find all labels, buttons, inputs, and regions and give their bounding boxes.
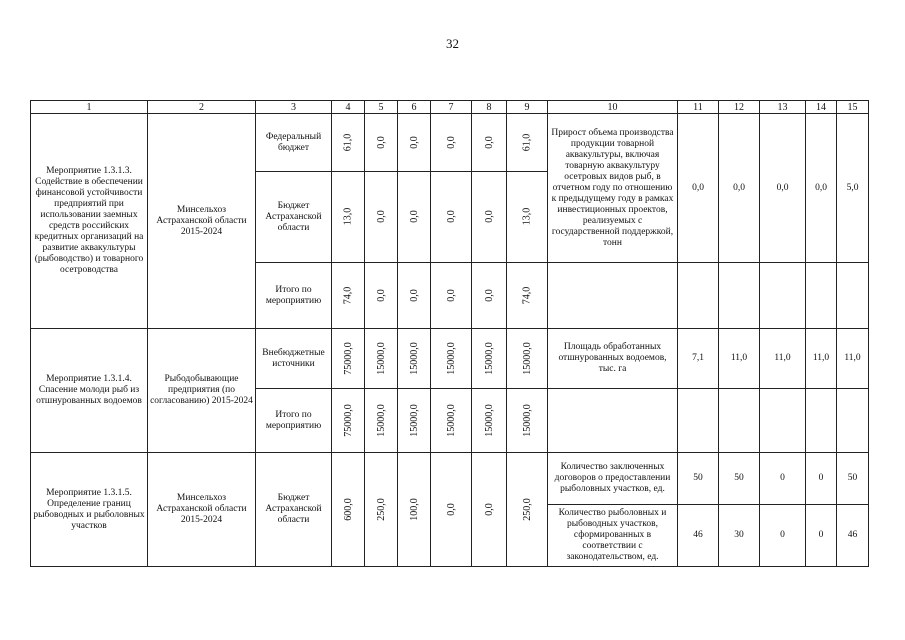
indicator-value-cell: 50 [678, 453, 719, 505]
amount-cell: 600,0 [332, 453, 365, 567]
measure-cell: Мероприятие 1.3.1.4. Спасение молоди рыб из отшнурованных водоемов [31, 329, 148, 453]
indicator-value-cell: 30 [719, 505, 760, 567]
amount-cell: 15000,0 [507, 329, 548, 389]
amount-cell: 15000,0 [398, 329, 431, 389]
page-number: 32 [446, 36, 459, 51]
empty-cell [760, 389, 806, 453]
empty-cell [837, 263, 869, 329]
amount-cell: 15000,0 [507, 389, 548, 453]
amount-cell: 13,0 [507, 172, 548, 263]
indicator-name-cell: Количество рыболовных и рыбоводных участков, сформированных в соответствии с законодательством, ед. [548, 505, 678, 567]
amount-cell: 0,0 [472, 114, 507, 172]
amount-cell: 15000,0 [431, 329, 472, 389]
indicator-name-cell: Количество заключенных договоров о предоставлении рыболовных участков, ед. [548, 453, 678, 505]
empty-cell [548, 263, 678, 329]
header-cell: 6 [398, 101, 431, 114]
empty-cell [806, 263, 837, 329]
header-cell: 1 [31, 101, 148, 114]
amount-cell: 0,0 [472, 263, 507, 329]
funding-source-cell: Итого по мероприятию [256, 263, 332, 329]
amount-cell: 15000,0 [398, 389, 431, 453]
table-row [31, 453, 869, 505]
header-cell: 13 [760, 101, 806, 114]
amount-cell: 0,0 [431, 453, 472, 567]
empty-cell [678, 263, 719, 329]
indicator-value-cell: 0,0 [760, 114, 806, 263]
amount-cell: 250,0 [507, 453, 548, 567]
amount-cell: 13,0 [332, 172, 365, 263]
indicator-value-cell: 0,0 [719, 114, 760, 263]
amount-cell: 61,0 [507, 114, 548, 172]
measure-cell: Мероприятие 1.3.1.5. Определение границ рыбоводных и рыболовных участков [31, 453, 148, 567]
empty-cell [719, 263, 760, 329]
header-cell: 4 [332, 101, 365, 114]
program-measures-table [30, 100, 869, 567]
header-cell: 12 [719, 101, 760, 114]
indicator-value-cell: 0 [760, 453, 806, 505]
amount-cell: 0,0 [431, 172, 472, 263]
amount-cell: 0,0 [398, 172, 431, 263]
header-cell: 14 [806, 101, 837, 114]
amount-cell: 15000,0 [365, 389, 398, 453]
empty-cell [760, 263, 806, 329]
header-cell: 5 [365, 101, 398, 114]
indicator-name-cell: Прирост объема производства продукции товарной аквакультуры, включая товарную аквакультуру осетровых видов рыб, в отчетном году по отношению к предыдущему году в рамках инвестиционных проектов, реализуемых с государственной поддержкой, тонн [548, 114, 678, 263]
funding-source-cell: Итого по мероприятию [256, 389, 332, 453]
amount-cell: 15000,0 [472, 389, 507, 453]
indicator-value-cell: 0 [806, 453, 837, 505]
amount-cell: 0,0 [365, 114, 398, 172]
indicator-value-cell: 11,0 [760, 329, 806, 389]
indicator-value-cell: 50 [719, 453, 760, 505]
amount-cell: 61,0 [332, 114, 365, 172]
indicator-value-cell: 0 [760, 505, 806, 567]
executor-cell: Минсельхоз Астраханской области 2015-2024 [148, 114, 256, 329]
indicator-value-cell: 5,0 [837, 114, 869, 263]
empty-cell [548, 389, 678, 453]
empty-cell [678, 389, 719, 453]
indicator-value-cell: 0 [806, 505, 837, 567]
amount-cell: 75000,0 [332, 389, 365, 453]
funding-source-cell: Бюджет Астраханской области [256, 172, 332, 263]
amount-cell: 0,0 [398, 263, 431, 329]
amount-cell: 15000,0 [365, 329, 398, 389]
table-row [31, 114, 869, 172]
funding-source-cell: Бюджет Астраханской области [256, 453, 332, 567]
amount-cell: 0,0 [472, 172, 507, 263]
indicator-value-cell: 0,0 [678, 114, 719, 263]
header-cell: 8 [472, 101, 507, 114]
empty-cell [806, 389, 837, 453]
amount-cell: 15000,0 [431, 389, 472, 453]
amount-cell: 250,0 [365, 453, 398, 567]
table-row [31, 329, 869, 389]
amount-cell: 74,0 [332, 263, 365, 329]
indicator-value-cell: 11,0 [719, 329, 760, 389]
amount-cell: 0,0 [365, 172, 398, 263]
indicator-value-cell: 7,1 [678, 329, 719, 389]
amount-cell: 75000,0 [332, 329, 365, 389]
amount-cell: 0,0 [398, 114, 431, 172]
indicator-value-cell: 11,0 [837, 329, 869, 389]
header-cell: 15 [837, 101, 869, 114]
indicator-value-cell: 11,0 [806, 329, 837, 389]
indicator-value-cell: 0,0 [806, 114, 837, 263]
amount-cell: 0,0 [472, 453, 507, 567]
indicator-name-cell: Площадь обработанных отшнурованных водоемов, тыс. га [548, 329, 678, 389]
amount-cell: 100,0 [398, 453, 431, 567]
indicator-value-cell: 46 [837, 505, 869, 567]
header-cell: 7 [431, 101, 472, 114]
executor-cell: Минсельхоз Астраханской области 2015-2024 [148, 453, 256, 567]
header-cell: 10 [548, 101, 678, 114]
executor-cell: Рыбодобывающие предприятия (по согласованию) 2015-2024 [148, 329, 256, 453]
measure-cell: Мероприятие 1.3.1.3. Содействие в обеспечении финансовой устойчивости предприятий при использовании заемных средств российских кредитных организаций на развитие аквакультуры (рыбоводство) и товарного осетроводства [31, 114, 148, 329]
empty-cell [837, 389, 869, 453]
header-cell: 3 [256, 101, 332, 114]
amount-cell: 15000,0 [472, 329, 507, 389]
header-cell: 2 [148, 101, 256, 114]
amount-cell: 0,0 [365, 263, 398, 329]
indicator-value-cell: 46 [678, 505, 719, 567]
empty-cell [719, 389, 760, 453]
amount-cell: 74,0 [507, 263, 548, 329]
indicator-value-cell: 50 [837, 453, 869, 505]
header-cell: 9 [507, 101, 548, 114]
header-row [31, 101, 869, 114]
amount-cell: 0,0 [431, 114, 472, 172]
funding-source-cell: Федеральный бюджет [256, 114, 332, 172]
funding-source-cell: Внебюджетные источники [256, 329, 332, 389]
header-cell: 11 [678, 101, 719, 114]
amount-cell: 0,0 [431, 263, 472, 329]
